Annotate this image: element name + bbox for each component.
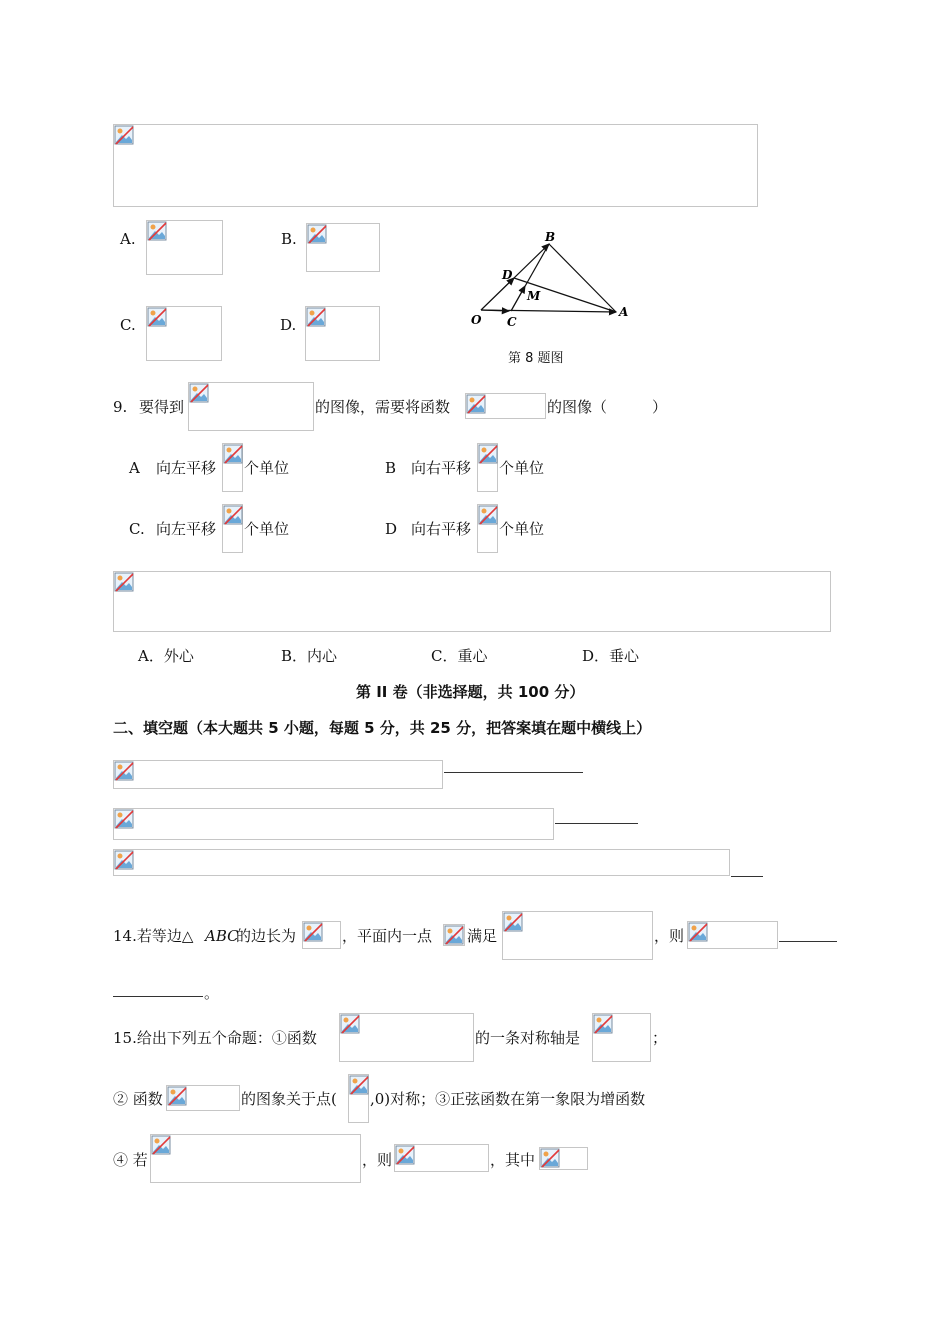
q10-option-a: A．外心 [138, 647, 194, 665]
q15-condition-image [150, 1134, 361, 1183]
question-9-text-2: 的图像，需要将函数 [315, 398, 451, 416]
broken-image-icon [503, 912, 523, 932]
q15-line-3-mid-2: ，其中 [490, 1151, 536, 1169]
q15-function-1-image [339, 1013, 474, 1062]
q14-end-mark: 。 [204, 984, 220, 1002]
q9-option-b-pre: 向右平移 [411, 459, 472, 477]
q15-line-2-prefix: ② 函数 [113, 1090, 163, 1108]
q14-text-1: 的边长为 [236, 927, 297, 945]
q14-text-4: ，则 [654, 927, 685, 945]
question-9-source-function-image [465, 393, 546, 419]
broken-image-icon [466, 394, 486, 414]
q14-side-length-image [302, 921, 341, 949]
question-9-text-3: 的图像（ ） [547, 398, 668, 416]
q9-option-b-post: 个单位 [499, 459, 545, 477]
label-c: C [507, 315, 517, 329]
q9-option-c-letter: C. [129, 520, 145, 538]
question-12-answer-blank[interactable] [555, 823, 638, 824]
q9-option-a-image [222, 443, 243, 492]
part-2-title: 第 II 卷（非选择题，共 100 分） [356, 683, 585, 701]
broken-image-icon [114, 125, 134, 145]
question-12-image [113, 808, 554, 840]
broken-image-icon [223, 505, 243, 525]
broken-image-icon [340, 1014, 360, 1034]
q15-line-3-prefix: ④ 若 [113, 1151, 148, 1169]
broken-image-icon [688, 922, 708, 942]
q14-point-image [443, 924, 465, 946]
broken-image-icon [303, 922, 323, 942]
label-o: O [471, 313, 482, 327]
q14-prefix: 14.若等边△ [113, 927, 194, 945]
option-d-label: D. [280, 316, 297, 334]
q9-option-b-image [477, 443, 498, 492]
broken-image-icon [540, 1148, 560, 1168]
q10-option-c: C．重心 [431, 647, 488, 665]
broken-image-icon [478, 444, 498, 464]
label-a: A [619, 305, 629, 319]
broken-image-icon [223, 444, 243, 464]
q9-option-d-pre: 向右平移 [411, 520, 472, 538]
segment-b-a [549, 244, 616, 312]
q15-point-x-image [348, 1074, 369, 1123]
q9-option-c-post: 个单位 [244, 520, 290, 538]
broken-image-icon [151, 1135, 171, 1155]
question-11-image [113, 760, 443, 789]
q9-option-d-post: 个单位 [499, 520, 545, 538]
q9-option-c-pre: 向左平移 [156, 520, 217, 538]
broken-image-icon [114, 572, 134, 592]
q9-option-b-letter: B [385, 459, 397, 477]
q15-line-2-mid-2: ,0)对称；③正弦函数在第一象限为增函数 [370, 1090, 646, 1108]
option-d-image [305, 306, 380, 361]
option-a-label: A. [120, 230, 136, 248]
q14-text-3: 满足 [467, 927, 498, 945]
q14-expression-image [687, 921, 778, 949]
option-b-image [306, 223, 380, 272]
broken-image-icon [307, 224, 327, 244]
broken-image-icon [349, 1075, 369, 1095]
segment-c-m [511, 286, 525, 311]
broken-image-icon [114, 809, 134, 829]
question-11-answer-blank[interactable] [444, 772, 583, 773]
q9-option-a-letter: A [129, 459, 140, 477]
q14-triangle-name: ABC [205, 927, 239, 945]
q15-result-image [394, 1144, 489, 1172]
q15-where-image [539, 1147, 588, 1170]
question-13-image [113, 849, 730, 876]
q9-option-a-pre: 向左平移 [156, 459, 217, 477]
section-2-heading: 二、填空题（本大题共 5 小题，每题 5 分，共 25 分，把答案填在题中横线上） [113, 719, 652, 737]
label-d: D [502, 268, 513, 282]
segment-o-d [481, 278, 514, 310]
q14-text-2: ，平面内一点 [342, 927, 433, 945]
broken-image-icon [147, 307, 167, 327]
broken-image-icon [478, 505, 498, 525]
q10-option-b: B．内心 [281, 647, 338, 665]
q15-line-3-mid: ，则 [362, 1151, 393, 1169]
q9-option-c-image [222, 504, 243, 553]
broken-image-icon [114, 761, 134, 781]
question-8-figure [465, 228, 635, 333]
option-a-image [146, 220, 223, 275]
q9-option-d-letter: D [385, 520, 398, 538]
q14-answer-blank-1[interactable] [779, 941, 837, 942]
question-9-text-1: 要得到 [139, 398, 185, 416]
q15-axis-image [592, 1013, 651, 1062]
q15-line-2-mid: 的图象关于点( [241, 1090, 337, 1108]
broken-image-icon [593, 1014, 613, 1034]
option-b-label: B. [281, 230, 297, 248]
q14-answer-blank-2[interactable] [113, 996, 203, 997]
broken-image-icon [114, 850, 134, 870]
q9-option-d-image [477, 504, 498, 553]
question-13-answer-blank[interactable] [731, 876, 763, 877]
label-m: M [527, 289, 541, 303]
q10-option-d: D．垂心 [582, 647, 640, 665]
q15-function-2-image [166, 1085, 240, 1111]
broken-image-icon [189, 383, 209, 403]
question-9-number: 9. [113, 398, 128, 416]
question-10-stem-image [113, 571, 831, 632]
option-c-image [146, 306, 222, 361]
option-c-label: C. [120, 316, 136, 334]
broken-image-icon [395, 1145, 415, 1165]
q15-line-1-mid: 的一条对称轴是 [475, 1029, 581, 1047]
broken-image-icon [147, 221, 167, 241]
figure-caption: 第 8 题图 [508, 351, 564, 366]
q15-line-1-prefix: 15.给出下列五个命题：①函数 [113, 1029, 317, 1047]
broken-image-icon [444, 925, 464, 945]
question-9-target-function-image [188, 382, 314, 431]
broken-image-icon [167, 1086, 187, 1106]
label-b: B [545, 230, 556, 244]
broken-image-icon [306, 307, 326, 327]
q14-condition-image [502, 911, 653, 960]
q15-line-1-end: ； [652, 1029, 668, 1047]
q9-option-a-post: 个单位 [244, 459, 290, 477]
question-8-stem-image [113, 124, 758, 207]
